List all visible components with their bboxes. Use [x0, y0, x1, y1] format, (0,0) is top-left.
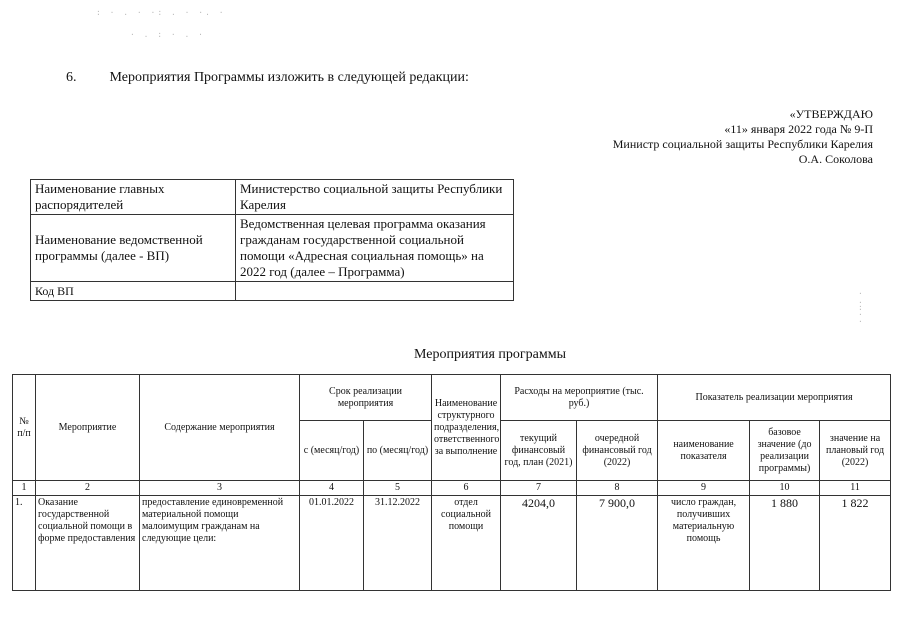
- header-base-value: базовое значение (до реализации программы): [750, 421, 820, 481]
- info-value-program: Ведомственная целевая программа оказания гражданам государственной социальной помощи «Адресная социальная помощь» на 2022 год (далее – Программа): [236, 215, 514, 282]
- section-number: 6.: [66, 70, 77, 85]
- column-numbers-row: [13, 481, 891, 496]
- header-number: № п/п: [13, 375, 36, 481]
- info-value-managers: Министерство социальной защиты Республики Карелия: [236, 180, 514, 215]
- header-expenses: Расходы на мероприятие (тыс. руб.): [501, 375, 658, 421]
- row-date-from: 01.01.2022: [300, 496, 364, 591]
- column-number: 2: [36, 481, 140, 496]
- column-number: 4: [300, 481, 364, 496]
- row-indicator-name: число граждан, получивших материальную помощь: [658, 496, 750, 591]
- header-current-year: текущий финансовый год, план (2021): [501, 421, 577, 481]
- row-next-year-expense: 7 900,0: [577, 496, 658, 591]
- header-indicator: Показатель реализации мероприятия: [658, 375, 891, 421]
- header-row-1: [13, 375, 891, 421]
- approval-line-3: Министр социальной защиты Республики Карелия: [612, 137, 873, 151]
- scan-noise-top-2: · . : · . ·: [130, 30, 205, 39]
- info-row-code: [31, 282, 514, 301]
- column-number: 1: [13, 481, 36, 496]
- column-number: 10: [750, 481, 820, 496]
- row-date-to: 31.12.2022: [364, 496, 432, 591]
- info-label-code: Код ВП: [31, 282, 236, 301]
- header-unit: Наименование структурного подразделения, ответственного за выполнение: [432, 375, 501, 481]
- column-number: 8: [577, 481, 658, 496]
- column-number: 9: [658, 481, 750, 496]
- section-heading-text: Мероприятия Программы изложить в следующей редакции:: [109, 70, 469, 85]
- column-number: 6: [432, 481, 501, 496]
- header-indicator-name: наименование показателя: [658, 421, 750, 481]
- approval-block: [613, 107, 873, 167]
- info-value-code: [236, 282, 514, 301]
- row-number: 1.: [13, 496, 36, 591]
- info-label-program: Наименование ведомственной программы (далее - ВП): [31, 215, 236, 282]
- column-number: 5: [364, 481, 432, 496]
- header-planned-value: значение на плановый год (2022): [820, 421, 891, 481]
- row-planned-value: 1 822: [820, 496, 891, 591]
- table-row: [13, 496, 891, 591]
- row-current-year-expense: 4204,0: [501, 496, 577, 591]
- program-title: Мероприятия программы: [413, 347, 567, 362]
- header-from: с (месяц/год): [300, 421, 364, 481]
- info-row-managers: [31, 180, 514, 215]
- row-event: Оказание государственной социальной помощи в форме предоставления: [36, 496, 140, 591]
- row-content: предоставление единовременной материальной помощи малоимущим гражданам на следующие цели:: [140, 496, 300, 591]
- approval-line-1: «УТВЕРЖДАЮ: [789, 107, 873, 121]
- header-next-year: очередной финансовый год (2022): [577, 421, 658, 481]
- approval-line-2: «11» января 2022 года № 9-П: [724, 122, 873, 136]
- approval-line-4: О.А. Соколова: [798, 152, 873, 166]
- events-table: [12, 374, 891, 591]
- column-number: 11: [820, 481, 891, 496]
- info-table: [30, 179, 514, 301]
- header-period: Срок реализации мероприятия: [300, 375, 432, 421]
- info-row-program: [31, 215, 514, 282]
- scan-noise-top: : · . · ·: . · ·. ·: [96, 8, 226, 17]
- info-label-managers: Наименование главных распорядителей: [31, 180, 236, 215]
- column-number: 7: [501, 481, 577, 496]
- header-to: по (месяц/год): [364, 421, 432, 481]
- header-content: Содержание мероприятия: [140, 375, 300, 481]
- section-heading: [66, 70, 469, 86]
- column-number: 3: [140, 481, 300, 496]
- row-base-value: 1 880: [750, 496, 820, 591]
- header-event: Мероприятие: [36, 375, 140, 481]
- scan-noise-right: · . : · ·: [858, 289, 865, 326]
- row-responsible-unit: отдел социальной помощи: [432, 496, 501, 591]
